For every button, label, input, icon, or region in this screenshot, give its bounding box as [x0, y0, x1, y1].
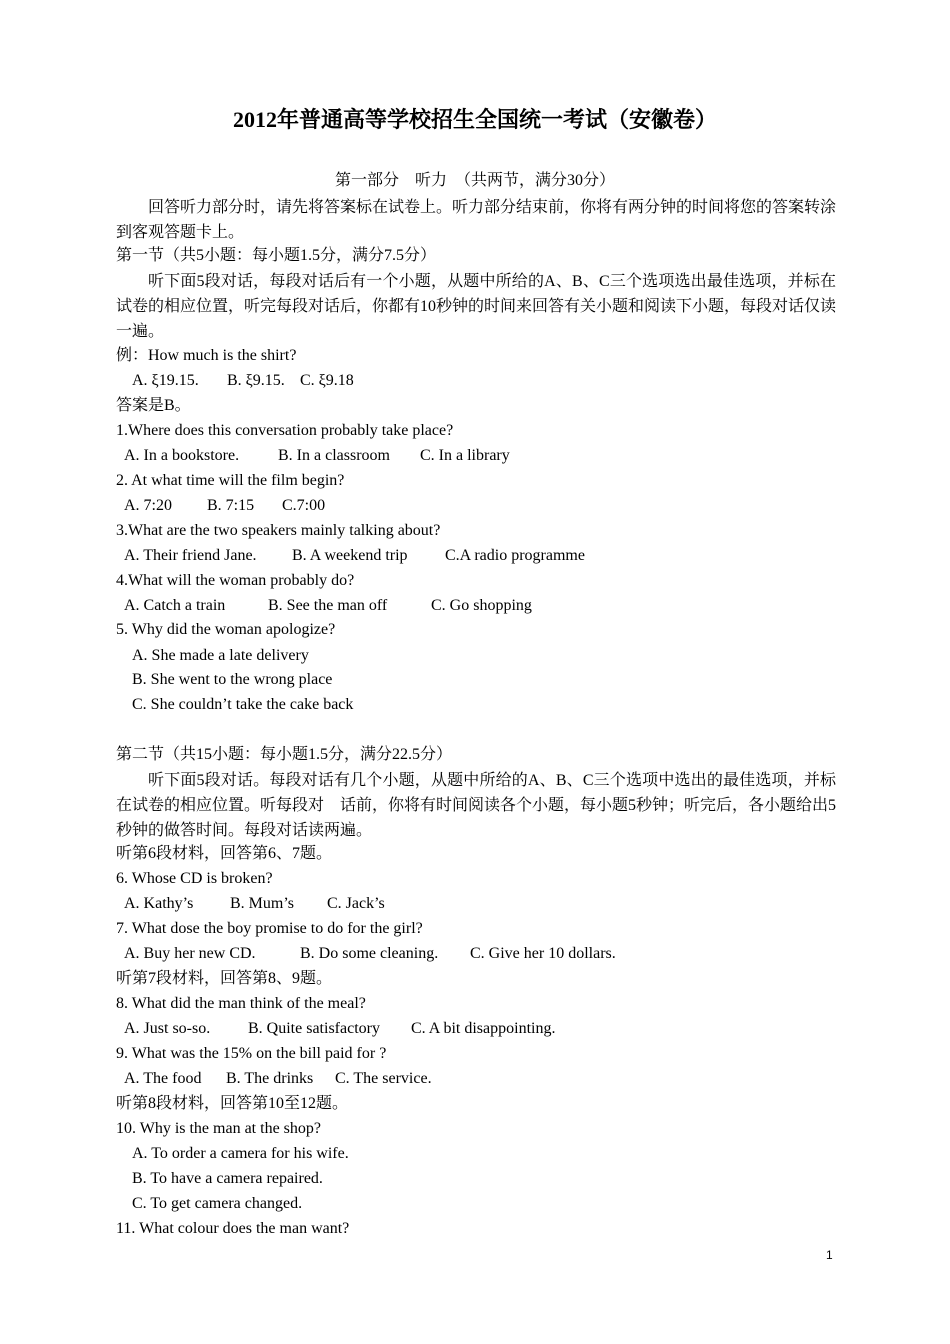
option: B. In a classroom — [278, 447, 390, 464]
page-title: 2012年普通高等学校招生全国统一考试（安徽卷） — [232, 107, 717, 132]
options-row — [124, 496, 325, 516]
material-note: 听第7段材料，回答第8、9题。 — [116, 970, 333, 987]
option: A. Buy her new CD. — [124, 945, 256, 962]
options-row — [124, 446, 510, 466]
option: B. Do some cleaning. — [300, 945, 439, 962]
option: B. Quite satisfactory — [248, 1020, 380, 1037]
option: C. Give her 10 dollars. — [470, 945, 616, 962]
material-note: 听第8段材料，回答第10至12题。 — [116, 1095, 349, 1112]
options-row — [124, 596, 532, 616]
question: 4.What will the woman probably do? — [116, 572, 355, 589]
option: A. The food — [124, 1070, 202, 1087]
question: 6. Whose CD is broken? — [116, 870, 273, 887]
question: 8. What did the man think of the meal? — [116, 995, 366, 1012]
option: A. In a bookstore. — [124, 447, 240, 464]
part-heading: 第一部分 听力 （共两节，满分30分） — [334, 172, 615, 189]
section1-instructions: 听下面5段对话，每段对话后有一个小题，从题中所给的A、B、C三个选项选出最佳选项，并标在试卷的相应位置，听完每段对话后，你都有10秒钟的时间来回答有关小题和阅读下小题，每段对话仅读一遍。 — [116, 273, 837, 340]
question: 10. Why is the man at the shop? — [116, 1120, 321, 1137]
option: A. Just so-so. — [124, 1020, 211, 1037]
option: C. The service. — [335, 1070, 432, 1087]
option: B. She went to the wrong place — [132, 671, 333, 688]
question: 3.What are the two speakers mainly talking about? — [116, 522, 441, 539]
option: B. To have a camera repaired. — [132, 1170, 323, 1187]
options-row — [124, 944, 616, 964]
section2-instructions: 听下面5段对话。每段对话有几个小题，从题中所给的A、B、C三个选项中选出的最佳选项，并标在试卷的相应位置。听每段对 话前，你将有时间阅读各个小题，每小题5秒钟；听完后，各小题给出5秒钟的做答时间。每段对话读两遍。 — [116, 772, 837, 839]
question: 2. At what time will the film begin? — [116, 472, 345, 489]
option: A. She made a late delivery — [132, 647, 309, 664]
option: C. In a library — [420, 447, 510, 464]
option: B. See the man off — [268, 597, 388, 614]
question: 9. What was the 15% on the bill paid for ? — [116, 1045, 387, 1062]
options-row — [124, 894, 385, 914]
option: A. 7:20 — [124, 497, 172, 514]
option: A. ξ19.15. — [132, 372, 199, 389]
option: C. Jack’s — [327, 895, 385, 912]
option: B. A weekend trip — [292, 547, 408, 564]
example-answer: 答案是B。 — [116, 397, 191, 414]
question: 5. Why did the woman apologize? — [116, 621, 336, 638]
option: B. Mum’s — [230, 895, 295, 912]
section1-heading: 第一节（共5小题：每小题1.5分，满分7.5分） — [116, 247, 437, 264]
option: A. To order a camera for his wife. — [132, 1145, 349, 1162]
option: C. Go shopping — [431, 597, 532, 614]
material-note: 听第6段材料，回答第6、7题。 — [116, 845, 333, 862]
option: A. Kathy’s — [124, 895, 194, 912]
option: A. Their friend Jane. — [124, 547, 257, 564]
section2-heading: 第二节（共15小题：每小题1.5分，满分22.5分） — [116, 746, 453, 763]
option: B. ξ9.15. — [227, 372, 285, 389]
options-row — [124, 546, 585, 566]
option: C. ξ9.18 — [300, 372, 354, 389]
options-row — [124, 1019, 555, 1039]
option: C.A radio programme — [445, 547, 585, 564]
example-question: 例：How much is the shirt? — [116, 347, 297, 364]
option: C. She couldn’t take the cake back — [132, 696, 354, 713]
question: 11. What colour does the man want? — [116, 1220, 350, 1237]
option: C. A bit disappointing. — [411, 1020, 556, 1037]
question: 1.Where does this conversation probably take place? — [116, 422, 454, 439]
question: 7. What dose the boy promise to do for the girl? — [116, 920, 423, 937]
options-row — [124, 1069, 432, 1089]
page-number: 1 — [826, 1248, 833, 1262]
intro-paragraph: 回答听力部分时，请先将答案标在试卷上。听力部分结束前，你将有两分钟的时间将您的答案转涂到客观答题卡上。 — [116, 199, 837, 241]
example-options — [132, 371, 354, 391]
option: B. The drinks — [226, 1070, 314, 1087]
option: C.7:00 — [282, 497, 326, 514]
option: B. 7:15 — [207, 497, 255, 514]
option: C. To get camera changed. — [132, 1195, 303, 1212]
option: A. Catch a train — [124, 597, 226, 614]
